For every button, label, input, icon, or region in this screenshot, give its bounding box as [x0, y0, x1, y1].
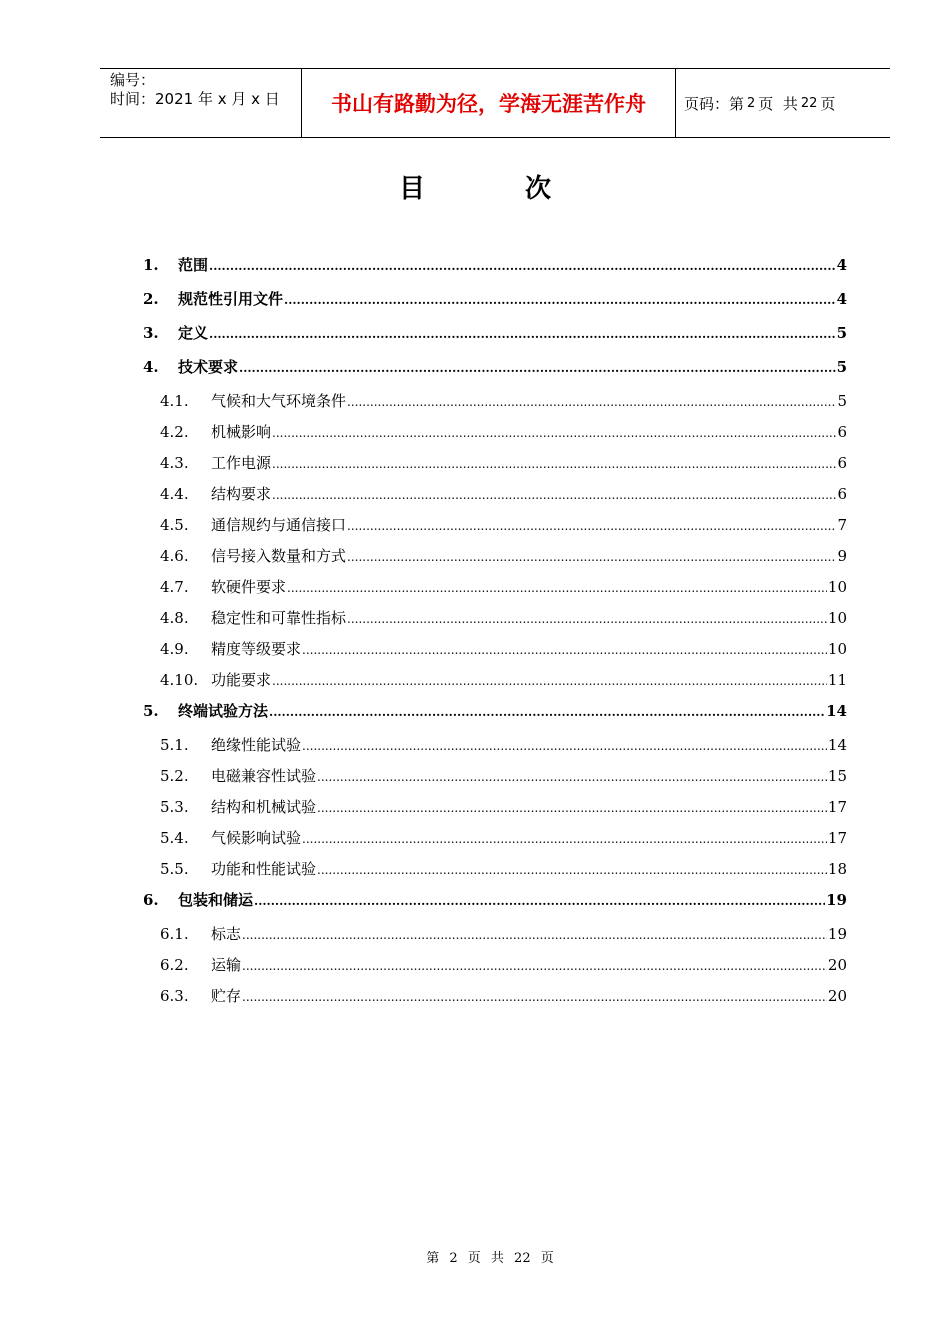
toc-leader-dots — [317, 854, 827, 886]
toc-entry-number: 4.3. — [160, 454, 189, 472]
toc-entry-page: 14 — [827, 736, 847, 754]
toc-entry-title: 通信规约与通信接口 — [211, 516, 347, 534]
header-meta — [100, 69, 302, 137]
toc-entry-title: 包装和储运 — [178, 891, 254, 909]
toc-entry-number: 5. — [143, 702, 159, 720]
toc-entry-title: 运输 — [211, 956, 242, 974]
toc-entry-number: 4.4. — [160, 485, 189, 503]
number-label: 编号： — [110, 71, 156, 89]
toc-entry[interactable] — [143, 665, 847, 696]
toc-entry-title: 绝缘性能试验 — [211, 736, 302, 754]
toc-entry-title: 软硬件要求 — [211, 578, 287, 596]
toc-entry[interactable] — [143, 792, 847, 823]
toc-leader-dots — [302, 823, 827, 855]
toc-entry-page: 10 — [827, 640, 847, 658]
toc-entry-title: 技术要求 — [178, 358, 239, 376]
toc-leader-dots — [284, 284, 836, 315]
toc-entry-title: 贮存 — [211, 987, 242, 1005]
toc-entry[interactable] — [143, 823, 847, 854]
toc-leader-dots — [209, 250, 836, 281]
toc-entry-number: 4.7. — [160, 578, 189, 596]
toc-entry-number: 4.10. — [160, 671, 199, 689]
toc-entry-title: 功能要求 — [211, 671, 272, 689]
toc-leader-dots — [239, 352, 836, 383]
toc-entry-page: 4 — [836, 290, 847, 308]
toc-entry[interactable] — [143, 250, 847, 284]
toc-entry-page: 7 — [837, 516, 847, 534]
toc-entry-page: 15 — [827, 767, 847, 785]
toc-entry-title: 稳定性和可靠性指标 — [211, 609, 347, 627]
toc-entry-number: 5.3. — [160, 798, 189, 816]
toc-entry-title: 工作电源 — [211, 454, 272, 472]
toc-entry[interactable] — [143, 284, 847, 318]
toc-entry-number: 3. — [143, 324, 159, 342]
toc-entry-number: 2. — [143, 290, 159, 308]
toc-entry-number: 4.8. — [160, 609, 189, 627]
toc-leader-dots — [302, 730, 827, 762]
toc-entry-title: 范围 — [178, 256, 209, 274]
toc-entry[interactable] — [143, 603, 847, 634]
toc-entry-title: 电磁兼容性试验 — [211, 767, 317, 785]
toc-entry-title: 气候和大气环境条件 — [211, 392, 347, 410]
toc-title: 目次 — [398, 174, 651, 204]
toc-leader-dots — [317, 761, 827, 793]
toc-entry-number: 4. — [143, 358, 159, 376]
toc-leader-dots — [272, 448, 836, 480]
toc-entry-title: 结构和机械试验 — [211, 798, 317, 816]
toc-entry-page: 5 — [836, 324, 847, 342]
toc-entry-number: 6.1. — [160, 925, 189, 943]
toc-entry-title: 终端试验方法 — [178, 702, 269, 720]
toc-entry-page: 11 — [827, 671, 847, 689]
toc-entry[interactable] — [143, 318, 847, 352]
toc-entry[interactable] — [143, 981, 847, 1012]
toc-entry-page: 9 — [837, 547, 847, 565]
toc-entry-number: 6. — [143, 891, 159, 909]
toc-entry-number: 4.6. — [160, 547, 189, 565]
toc-entry-number: 5.4. — [160, 829, 189, 847]
toc-leader-dots — [302, 634, 827, 666]
toc-entry-title: 精度等级要求 — [211, 640, 302, 658]
toc-entry-page: 10 — [827, 609, 847, 627]
toc-entry-page: 6 — [837, 423, 847, 441]
toc-entry-title: 气候影响试验 — [211, 829, 302, 847]
page-footer: 第 2 页 共 22 页 — [426, 1251, 554, 1266]
toc-entry-number: 4.9. — [160, 640, 189, 658]
toc-entry-page: 6 — [837, 454, 847, 472]
toc-entry-number: 4.2. — [160, 423, 189, 441]
toc-entry-title: 定义 — [178, 324, 209, 342]
time-label: 时间：2021 年 x 月 x 日 — [110, 90, 280, 108]
header-page-info — [676, 69, 890, 137]
toc-entry-page: 5 — [837, 392, 847, 410]
toc-entry-page: 20 — [827, 987, 847, 1005]
toc-entry-number: 4.5. — [160, 516, 189, 534]
toc-entry-title: 标志 — [211, 925, 242, 943]
toc-entry-title: 结构要求 — [211, 485, 272, 503]
toc-leader-dots — [242, 919, 827, 951]
toc-entry-number: 6.2. — [160, 956, 189, 974]
toc-entry[interactable] — [143, 950, 847, 981]
toc-entry[interactable] — [143, 417, 847, 448]
toc-leader-dots — [272, 417, 836, 449]
toc-leader-dots — [317, 792, 827, 824]
toc-leader-dots — [347, 603, 827, 635]
page-suffix: 页 — [820, 94, 836, 113]
page-total: 22 — [800, 95, 818, 111]
page-prefix: 页码：第 — [684, 94, 745, 113]
toc-leader-dots — [272, 479, 836, 511]
toc-entry[interactable] — [143, 541, 847, 572]
toc-entry[interactable] — [143, 479, 847, 510]
toc-entry-page: 6 — [837, 485, 847, 503]
toc-leader-dots — [254, 885, 825, 916]
toc-entry[interactable] — [143, 761, 847, 792]
header-motto: 书山有路勤为径，学海无涯苦作舟 — [302, 69, 676, 137]
toc-leader-dots — [242, 981, 827, 1013]
toc-entry-page: 19 — [827, 925, 847, 943]
toc-entry[interactable] — [143, 696, 847, 730]
toc-entry[interactable] — [143, 352, 847, 386]
toc-entry[interactable] — [143, 572, 847, 603]
toc-entry-title: 规范性引用文件 — [178, 290, 284, 308]
toc-entry-page: 20 — [827, 956, 847, 974]
toc-leader-dots — [347, 541, 836, 573]
toc-entry[interactable] — [143, 730, 847, 761]
toc-entry[interactable] — [143, 386, 847, 417]
toc-leader-dots — [242, 950, 827, 982]
toc-entry-number: 5.5. — [160, 860, 189, 878]
toc-entry-number: 5.2. — [160, 767, 189, 785]
toc-entry-number: 4.1. — [160, 392, 189, 410]
toc-leader-dots — [272, 665, 827, 697]
toc-entry-number: 6.3. — [160, 987, 189, 1005]
page-current: 2 — [747, 95, 756, 111]
toc-leader-dots — [287, 572, 827, 604]
toc-entry-page: 10 — [827, 578, 847, 596]
toc-leader-dots — [209, 318, 836, 349]
toc-entry-title: 机械影响 — [211, 423, 272, 441]
toc-entry-page: 17 — [827, 829, 847, 847]
toc-leader-dots — [269, 696, 825, 727]
toc-entry[interactable] — [143, 919, 847, 950]
toc-entry-page: 5 — [836, 358, 847, 376]
toc-leader-dots — [347, 386, 836, 418]
toc-entry-title: 信号接入数量和方式 — [211, 547, 347, 565]
toc-entry-page: 19 — [826, 891, 847, 909]
toc-entry-page: 17 — [827, 798, 847, 816]
toc-entry[interactable] — [143, 885, 847, 919]
toc-entry[interactable] — [143, 634, 847, 665]
toc-entry-number: 5.1. — [160, 736, 189, 754]
page-header — [100, 68, 890, 138]
table-of-contents — [143, 250, 847, 1012]
toc-leader-dots — [347, 510, 836, 542]
toc-entry-page: 14 — [826, 702, 847, 720]
toc-entry[interactable] — [143, 448, 847, 479]
toc-entry[interactable] — [143, 510, 847, 541]
toc-entry-page: 4 — [836, 256, 847, 274]
toc-entry-number: 1. — [143, 256, 159, 274]
toc-entry-title: 功能和性能试验 — [211, 860, 317, 878]
toc-entry-page: 18 — [827, 860, 847, 878]
toc-entry[interactable] — [143, 854, 847, 885]
page-mid: 页 共 — [758, 94, 798, 113]
